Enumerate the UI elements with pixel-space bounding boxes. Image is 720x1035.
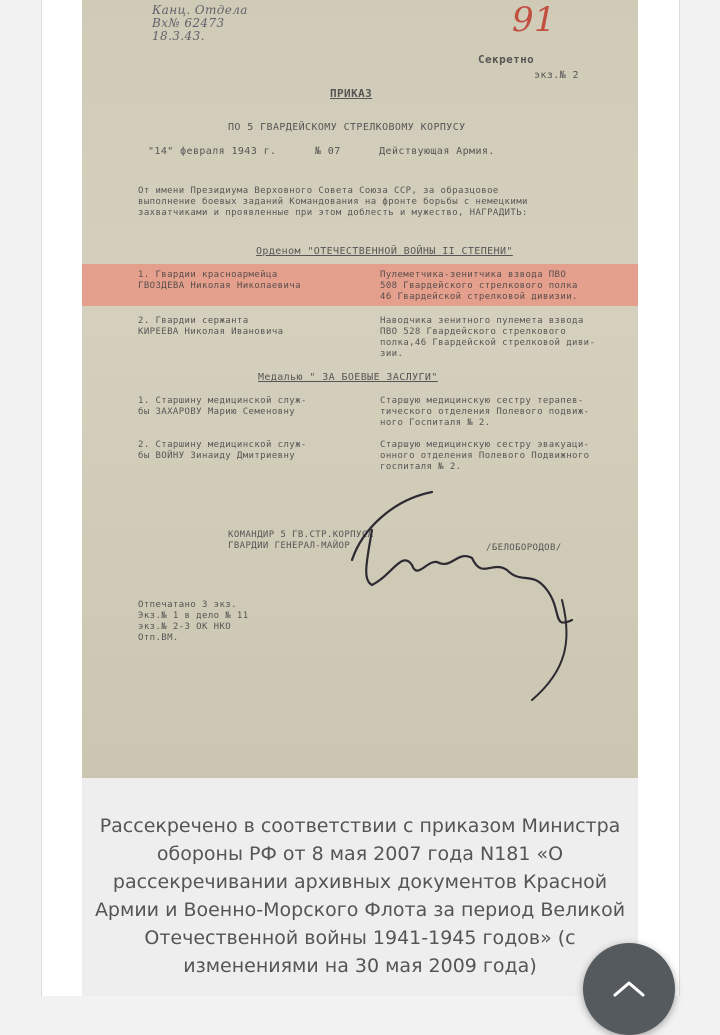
preamble: От имени Президиума Верховного Совета Союза ССР, за образцовое выполнение боевых заданий Командования на фронте борьбы с немецкими захватчиками и проявленные при этом доблесть и мужество, НАГРАДИТЬ: <box>138 186 528 218</box>
caption-text: Рассекречено в соответствии с приказом Министра обороны РФ от 8 мая 2007 года N181 «О рассекречивании архивных документов Красной Армии и Военно-Морского Флота за период Великой Отечественной войны 1941-1945 годов» (с изменениями на 30 мая 2009 года) <box>94 815 626 977</box>
award-3-role: Старшую медицинскую сестру терапев- тического отделения Полевого подвиж- ного Госпиталя № 2. <box>380 396 590 428</box>
archive-document-scan <box>82 0 638 778</box>
commander-title: КОМАНДИР 5 ГВ.СТР.КОРПУСА ГВАРДИИ ГЕНЕРАЛ-МАЙОР <box>228 530 374 551</box>
home-icon <box>613 981 645 1001</box>
award-2-role: Наводчика зенитного пулемета взвода ПВО 528 Гвардейского стрелкового полка,46 Гвардейской стрелковой диви- зии. <box>380 316 596 359</box>
award-4-role: Старшую медицинскую сестру эвакуаци- онного отделения Полевого Подвижного госпиталя № 2. <box>380 440 590 472</box>
award-1-role: Пулеметчика-зенитчика взвода ПВО 508 Гвардейского стрелкового полка 46 Гвардейской стрелковой дивизии. <box>380 270 578 302</box>
document-title: ПРИКАЗ <box>330 87 373 100</box>
award-2-name: 2. Гвардии сержанта КИРЕЕВА Николая Ивановича <box>138 316 284 337</box>
handwritten-registration: Канц. Отдела Вх№ 62473 18.3.43. <box>152 3 248 43</box>
declassification-caption <box>82 778 638 996</box>
award-1-name: 1. Гвардии красноармейца ГВОЗДЕВА Николая Николаевича <box>138 270 301 291</box>
award-3-name: 1. Старшину медицинской служ- бы ЗАХАРОВУ Марию Семеновну <box>138 396 307 417</box>
section-medal-title: Медалью " ЗА БОЕВЫЕ ЗАСЛУГИ" <box>258 372 438 383</box>
date-line: "14" февраля 1943 г. № 07 Действующая Армия. <box>148 146 495 157</box>
print-footer: Отпечатано 3 экз. Экз.№ 1 в дело № 11 экз.№ 2-3 ОК НКО Отп.ВМ. <box>138 600 249 643</box>
secret-stamp: Секретно <box>478 53 535 66</box>
commander-name: /БЕЛОБОРОДОВ/ <box>486 543 562 553</box>
home-button[interactable] <box>583 943 675 1035</box>
award-4-name: 2. Старшину медицинской служ- бы ВОЙНУ Зинаиду Дмитриевну <box>138 440 307 461</box>
section-order-title: Орденом "ОТЕЧЕСТВЕННОЙ ВОЙНЫ II СТЕПЕНИ" <box>256 246 513 257</box>
document-subtitle: ПО 5 ГВАРДЕЙСКОМУ СТРЕЛКОВОМУ КОРПУСУ <box>228 122 466 133</box>
handwritten-signature <box>332 490 592 710</box>
red-handwritten-mark: 91 <box>512 0 557 40</box>
copy-number: экз.№ 2 <box>534 70 579 81</box>
